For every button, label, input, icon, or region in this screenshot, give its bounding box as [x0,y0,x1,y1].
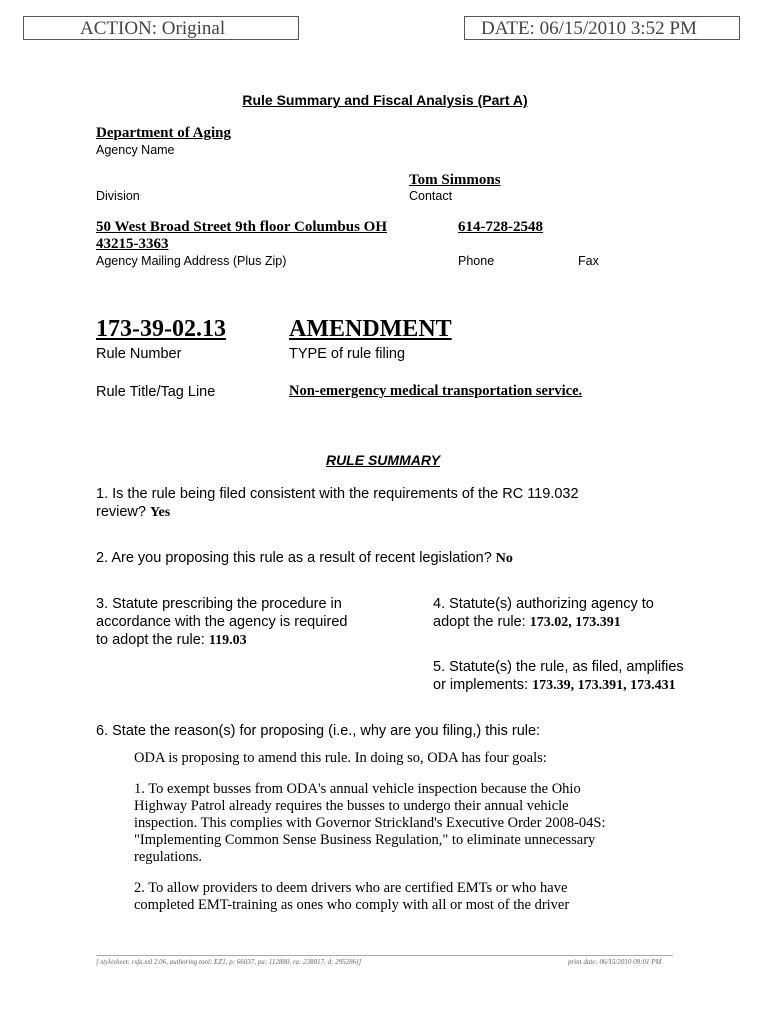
question-2-answer: No [495,551,513,566]
reason-2-line: 2. To allow providers to deem drivers who are certified EMTs or who have [134,880,568,896]
reason-1-line: inspection. This complies with Governor Strickland's Executive Order 2008-04S: [134,815,606,831]
action-box [23,16,299,40]
footer-divider [96,955,673,956]
rule-number: 173-39-02.13 [96,316,226,342]
question-5-answer: 173.39, 173.391, 173.431 [532,678,676,693]
question-6: 6. State the reason(s) for proposing (i.e., why are you filing,) this rule: [96,723,541,739]
rule-title: Non-emergency medical transportation service. [289,383,583,399]
rule-type: AMENDMENT [289,316,452,342]
reason-1 [134,781,606,866]
rule-number-label: Rule Number [96,346,182,362]
reason-1-line: Highway Patrol already requires the busses to undergo their annual vehicle [134,798,569,814]
rule-type-label: TYPE of rule filing [289,346,406,362]
rule-summary-heading: RULE SUMMARY [325,452,441,468]
reason-1-line: "Implementing Common Sense Business Regulation," to eliminate unnecessary [134,832,596,848]
division-label: Division [96,189,140,203]
question-1-answer: Yes [150,505,171,520]
date-box [464,16,740,40]
question-1-line2 [96,503,170,522]
address-label: Agency Mailing Address (Plus Zip) [96,254,287,268]
reason-1-line: 1. To exempt busses from ODA's annual vehicle inspection because the Ohio [134,781,581,797]
question-2-text: 2. Are you proposing this rule as a result of recent legislation? [96,550,492,566]
question-3-text: to adopt the rule: [96,632,205,648]
question-4-answer: 173.02, 173.391 [529,615,621,630]
question-3-line3 [96,631,247,650]
reason-1-line: regulations. [134,849,203,865]
reason-intro: ODA is proposing to amend this rule. In doing so, ODA has four goals: [134,750,547,766]
question-3-line1: 3. Statute prescribing the procedure in [96,596,342,612]
question-5-text: or implements: [433,677,529,693]
phone-number: 614-728-2548 [458,219,543,235]
question-1-text: review? [96,504,146,520]
reason-2 [134,880,569,914]
question-3-line2: accordance with the agency is required [96,614,348,630]
footer-stylesheet-info: [ stylesheet: rsfa.xsl 2.06, authoring tool: EZ1, p: 66037, pa: 112880, ra: 238817, d: 295286)] [96,958,362,966]
address-line1: 50 West Broad Street 9th floor Columbus OH [96,219,387,235]
question-5-line2 [433,676,676,695]
contact-name: Tom Simmons [409,172,501,188]
date-text: DATE: 06/15/2010 3:52 PM [481,18,697,39]
footer-print-date: print date: 06/15/2010 09:01 PM [568,958,662,966]
agency-name-label: Agency Name [96,143,175,157]
question-1-line1: 1. Is the rule being filed consistent with the requirements of the RC 119.032 [96,486,579,502]
question-2 [96,549,513,568]
question-4-text: adopt the rule: [433,614,526,630]
question-4-line1: 4. Statute(s) authorizing agency to [433,596,654,612]
question-5-line1: 5. Statute(s) the rule, as filed, amplifies [433,659,684,675]
question-4-line2 [433,613,621,632]
phone-label: Phone [458,254,495,268]
contact-label: Contact [409,189,453,203]
page-title: Rule Summary and Fiscal Analysis (Part A) [242,92,528,108]
agency-name: Department of Aging [96,125,231,141]
reason-2-line: completed EMT-training as ones who comply with all or most of the driver [134,897,570,913]
action-text: ACTION: Original [80,18,226,39]
question-3-answer: 119.03 [208,633,247,648]
address-line2: 43215-3363 [96,236,169,252]
fax-label: Fax [578,254,599,268]
rule-title-label: Rule Title/Tag Line [96,384,216,400]
